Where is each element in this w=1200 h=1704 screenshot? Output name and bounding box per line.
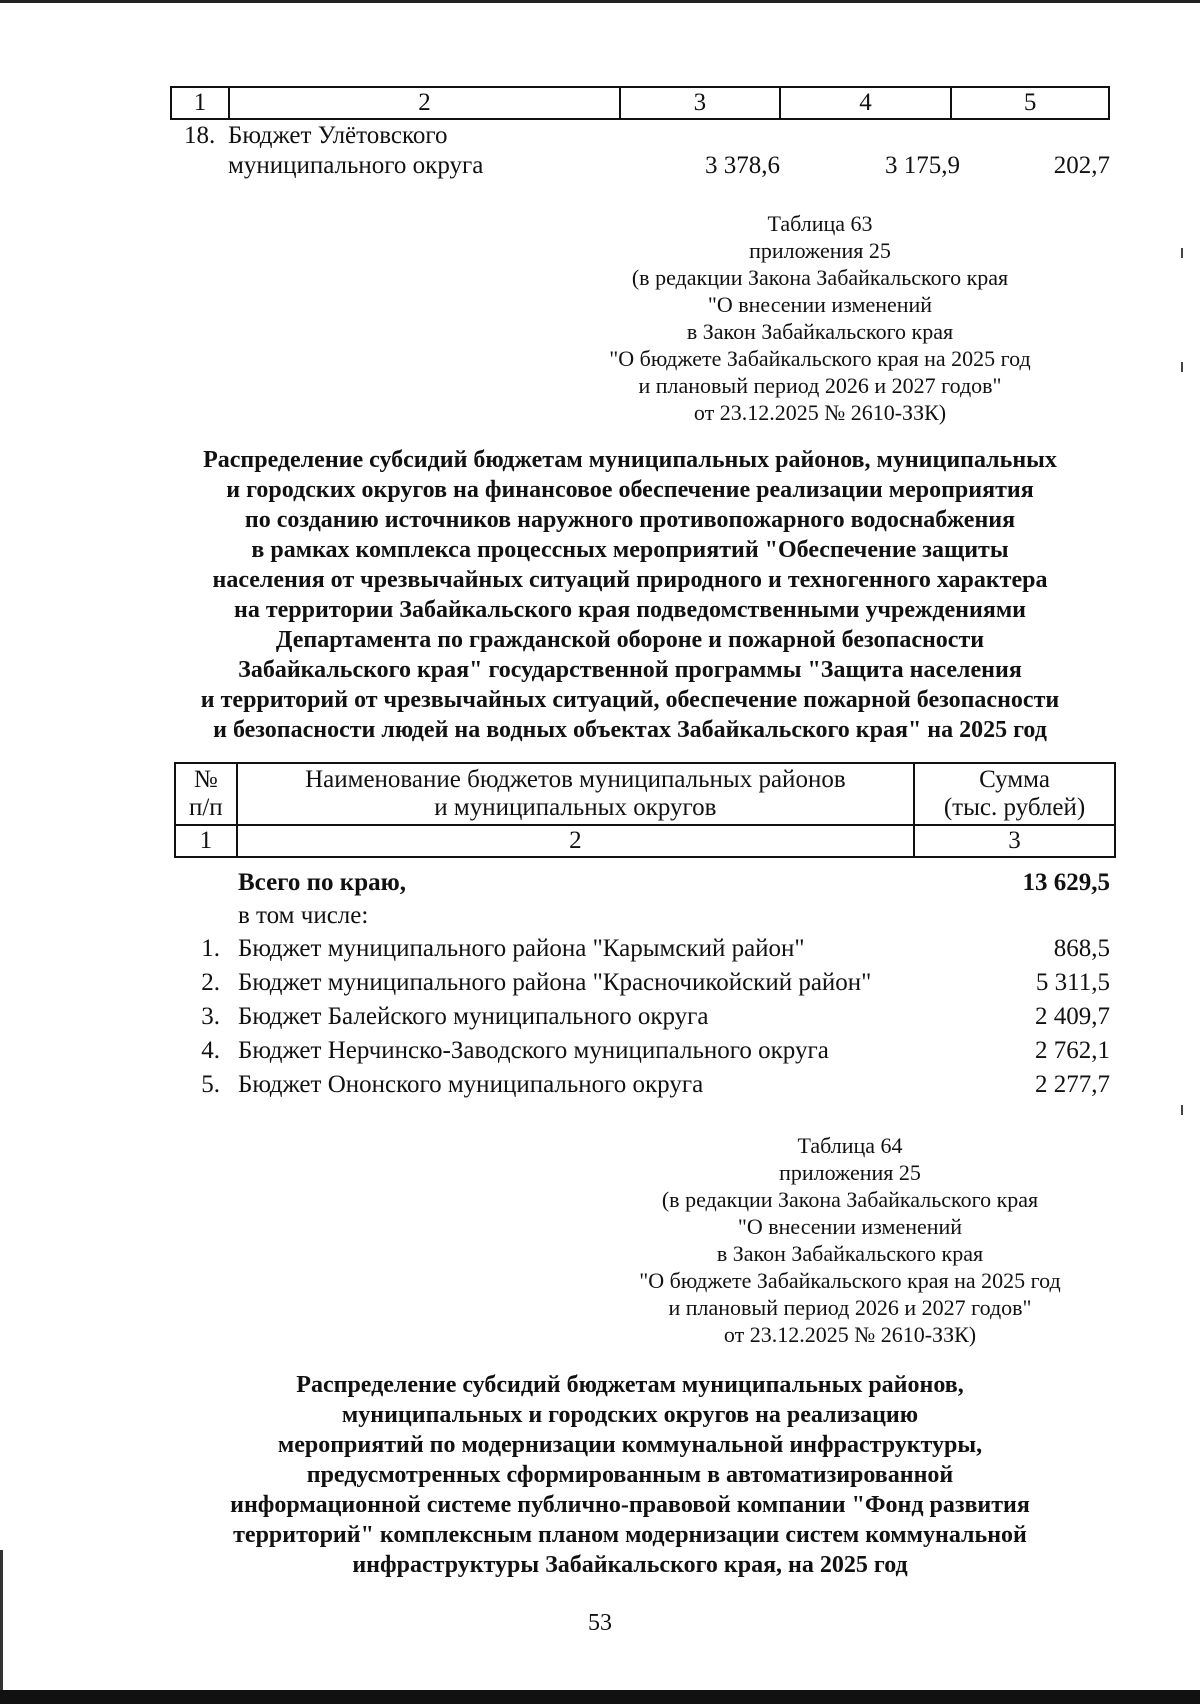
title-line: и территорий от чрезвычайных ситуаций, обеспечение пожарной безопасности xyxy=(200,687,1060,713)
table64-stamp xyxy=(610,1132,1090,1348)
title-line: и безопасности людей на водных объектах Забайкальского края" на 2025 год xyxy=(213,717,1047,743)
table-row xyxy=(180,1002,1110,1036)
col-sum-header xyxy=(914,763,1115,825)
stamp-line: приложения 25 xyxy=(779,1160,921,1185)
title-line: Распределение субсидий бюджетам муниципальных районов, муниципальных xyxy=(203,447,1057,473)
stamp-line: от 23.12.2025 № 2610-ЗЗК) xyxy=(693,400,947,425)
stamp-line: "О внесении изменений xyxy=(707,292,933,317)
stamp-line: (в редакции Закона Забайкальского края xyxy=(661,1187,1039,1212)
row-name: Бюджет Балейского муниципального округа xyxy=(238,1003,709,1030)
stamp-line: в Закон Забайкальского края xyxy=(686,319,954,344)
row18-name-line2: муниципального округа xyxy=(228,152,484,179)
col-sum-line2: (тыс. рублей) xyxy=(943,794,1086,821)
table63-stamp xyxy=(560,210,1080,426)
scan-speck xyxy=(1181,1105,1183,1115)
col-no-header xyxy=(175,763,237,825)
table64-title xyxy=(150,1370,1110,1580)
col-name-line1: Наименование бюджетов муниципальных районов xyxy=(305,766,846,793)
row-name: Бюджет муниципального района "Красночикойский район" xyxy=(238,969,872,996)
col-name-line2: и муниципальных округов xyxy=(434,794,717,821)
scan-speck xyxy=(1181,248,1183,258)
stamp-line: "О бюджете Забайкальского края на 2025 год xyxy=(609,346,1031,371)
row-sum: 2 409,7 xyxy=(1035,1003,1110,1030)
table63-grid xyxy=(174,762,1116,858)
title-line: Департамента по гражданской обороне и пожарной безопасности xyxy=(275,627,985,653)
stamp-line: Таблица 64 xyxy=(797,1133,903,1158)
table-row xyxy=(180,934,1110,968)
scan-edge-bottom xyxy=(0,1690,1200,1704)
continued-table-header xyxy=(170,86,1110,120)
row-sum: 5 311,5 xyxy=(1035,969,1110,996)
title-line: Распределение субсидий бюджетам муниципальных районов, xyxy=(296,1372,964,1398)
row18-name-line1: Бюджет Улётовского xyxy=(228,122,448,149)
row-name: Бюджет муниципального района "Карымский район" xyxy=(238,935,805,962)
header-col-3: 3 xyxy=(620,87,780,119)
col-index-1: 1 xyxy=(175,825,237,857)
row-sum: 868,5 xyxy=(1053,935,1110,962)
stamp-line: "О бюджете Забайкальского края на 2025 год xyxy=(639,1268,1061,1293)
including-label: в том числе: xyxy=(238,902,369,929)
row18-value-4: 3 175,9 xyxy=(885,152,960,179)
row18-value-5: 202,7 xyxy=(1053,152,1110,179)
col-index-2: 2 xyxy=(237,825,914,857)
scan-edge-top xyxy=(0,0,1200,3)
row18-value-3: 3 378,6 xyxy=(705,152,780,179)
page-number: 53 xyxy=(588,1610,612,1636)
row-number: 2. xyxy=(201,969,220,996)
stamp-line: приложения 25 xyxy=(749,238,891,263)
table-row xyxy=(180,1070,1110,1104)
total-label: Всего по краю, xyxy=(238,869,406,896)
table-row xyxy=(180,968,1110,1002)
col-no-line2: п/п xyxy=(188,794,223,821)
title-line: территорий" комплексным планом модернизации систем коммунальной xyxy=(233,1522,1027,1548)
header-col-4: 4 xyxy=(780,87,952,119)
title-line: инфраструктуры Забайкальского края, на 2025 год xyxy=(352,1552,908,1578)
row-number: 3. xyxy=(201,1003,220,1030)
row-sum: 2 277,7 xyxy=(1035,1071,1110,1098)
title-line: муниципальных и городских округов на реализацию xyxy=(341,1402,919,1428)
row18-number: 18. xyxy=(184,122,216,149)
stamp-line: от 23.12.2025 № 2610-ЗЗК) xyxy=(723,1322,977,1347)
title-line: Забайкальского края" государственной программы "Защита населения xyxy=(238,657,1022,683)
header-col-1: 1 xyxy=(171,87,229,119)
row-name: Бюджет Нерчинско-Заводского муниципального округа xyxy=(238,1037,829,1064)
col-no-line1: № xyxy=(193,766,218,793)
table63-title xyxy=(150,445,1110,745)
title-line: предусмотренных сформированным в автоматизированной xyxy=(306,1462,954,1488)
scan-speck xyxy=(1181,362,1183,372)
col-name-header xyxy=(237,763,914,825)
row-number: 4. xyxy=(201,1037,220,1064)
table63-rows xyxy=(180,934,1110,1104)
total-value: 13 629,5 xyxy=(1022,869,1110,896)
stamp-line: "О внесении изменений xyxy=(737,1214,963,1239)
title-line: информационной системе публично-правовой компании "Фонд развития xyxy=(230,1492,1030,1518)
title-line: мероприятий по модернизации коммунальной инфраструктуры, xyxy=(277,1432,983,1458)
title-line: на территории Забайкальского края подведомственными учреждениями xyxy=(234,597,1026,623)
title-line: по созданию источников наружного противопожарного водоснабжения xyxy=(244,507,1016,533)
row-name: Бюджет Ононского муниципального округа xyxy=(238,1071,704,1098)
title-line: населения от чрезвычайных ситуаций природного и техногенного характера xyxy=(212,567,1048,593)
stamp-line: (в редакции Закона Забайкальского края xyxy=(631,265,1009,290)
stamp-line: и плановый период 2026 и 2027 годов" xyxy=(668,1295,1032,1320)
col-index-3: 3 xyxy=(914,825,1115,857)
row-sum: 2 762,1 xyxy=(1035,1037,1110,1064)
title-line: в рамках комплекса процессных мероприятий "Обеспечение защиты xyxy=(251,537,1009,563)
header-col-2: 2 xyxy=(229,87,620,119)
stamp-line: в Закон Забайкальского края xyxy=(716,1241,984,1266)
stamp-line: Таблица 63 xyxy=(767,211,873,236)
col-sum-line1: Сумма xyxy=(979,766,1050,793)
stamp-line: и плановый период 2026 и 2027 годов" xyxy=(638,373,1002,398)
title-line: и городских округов на финансовое обеспечение реализации мероприятия xyxy=(226,477,1034,503)
row-number: 5. xyxy=(201,1071,220,1098)
row-number: 1. xyxy=(201,935,220,962)
table-row xyxy=(180,1036,1110,1070)
header-col-5: 5 xyxy=(951,87,1109,119)
